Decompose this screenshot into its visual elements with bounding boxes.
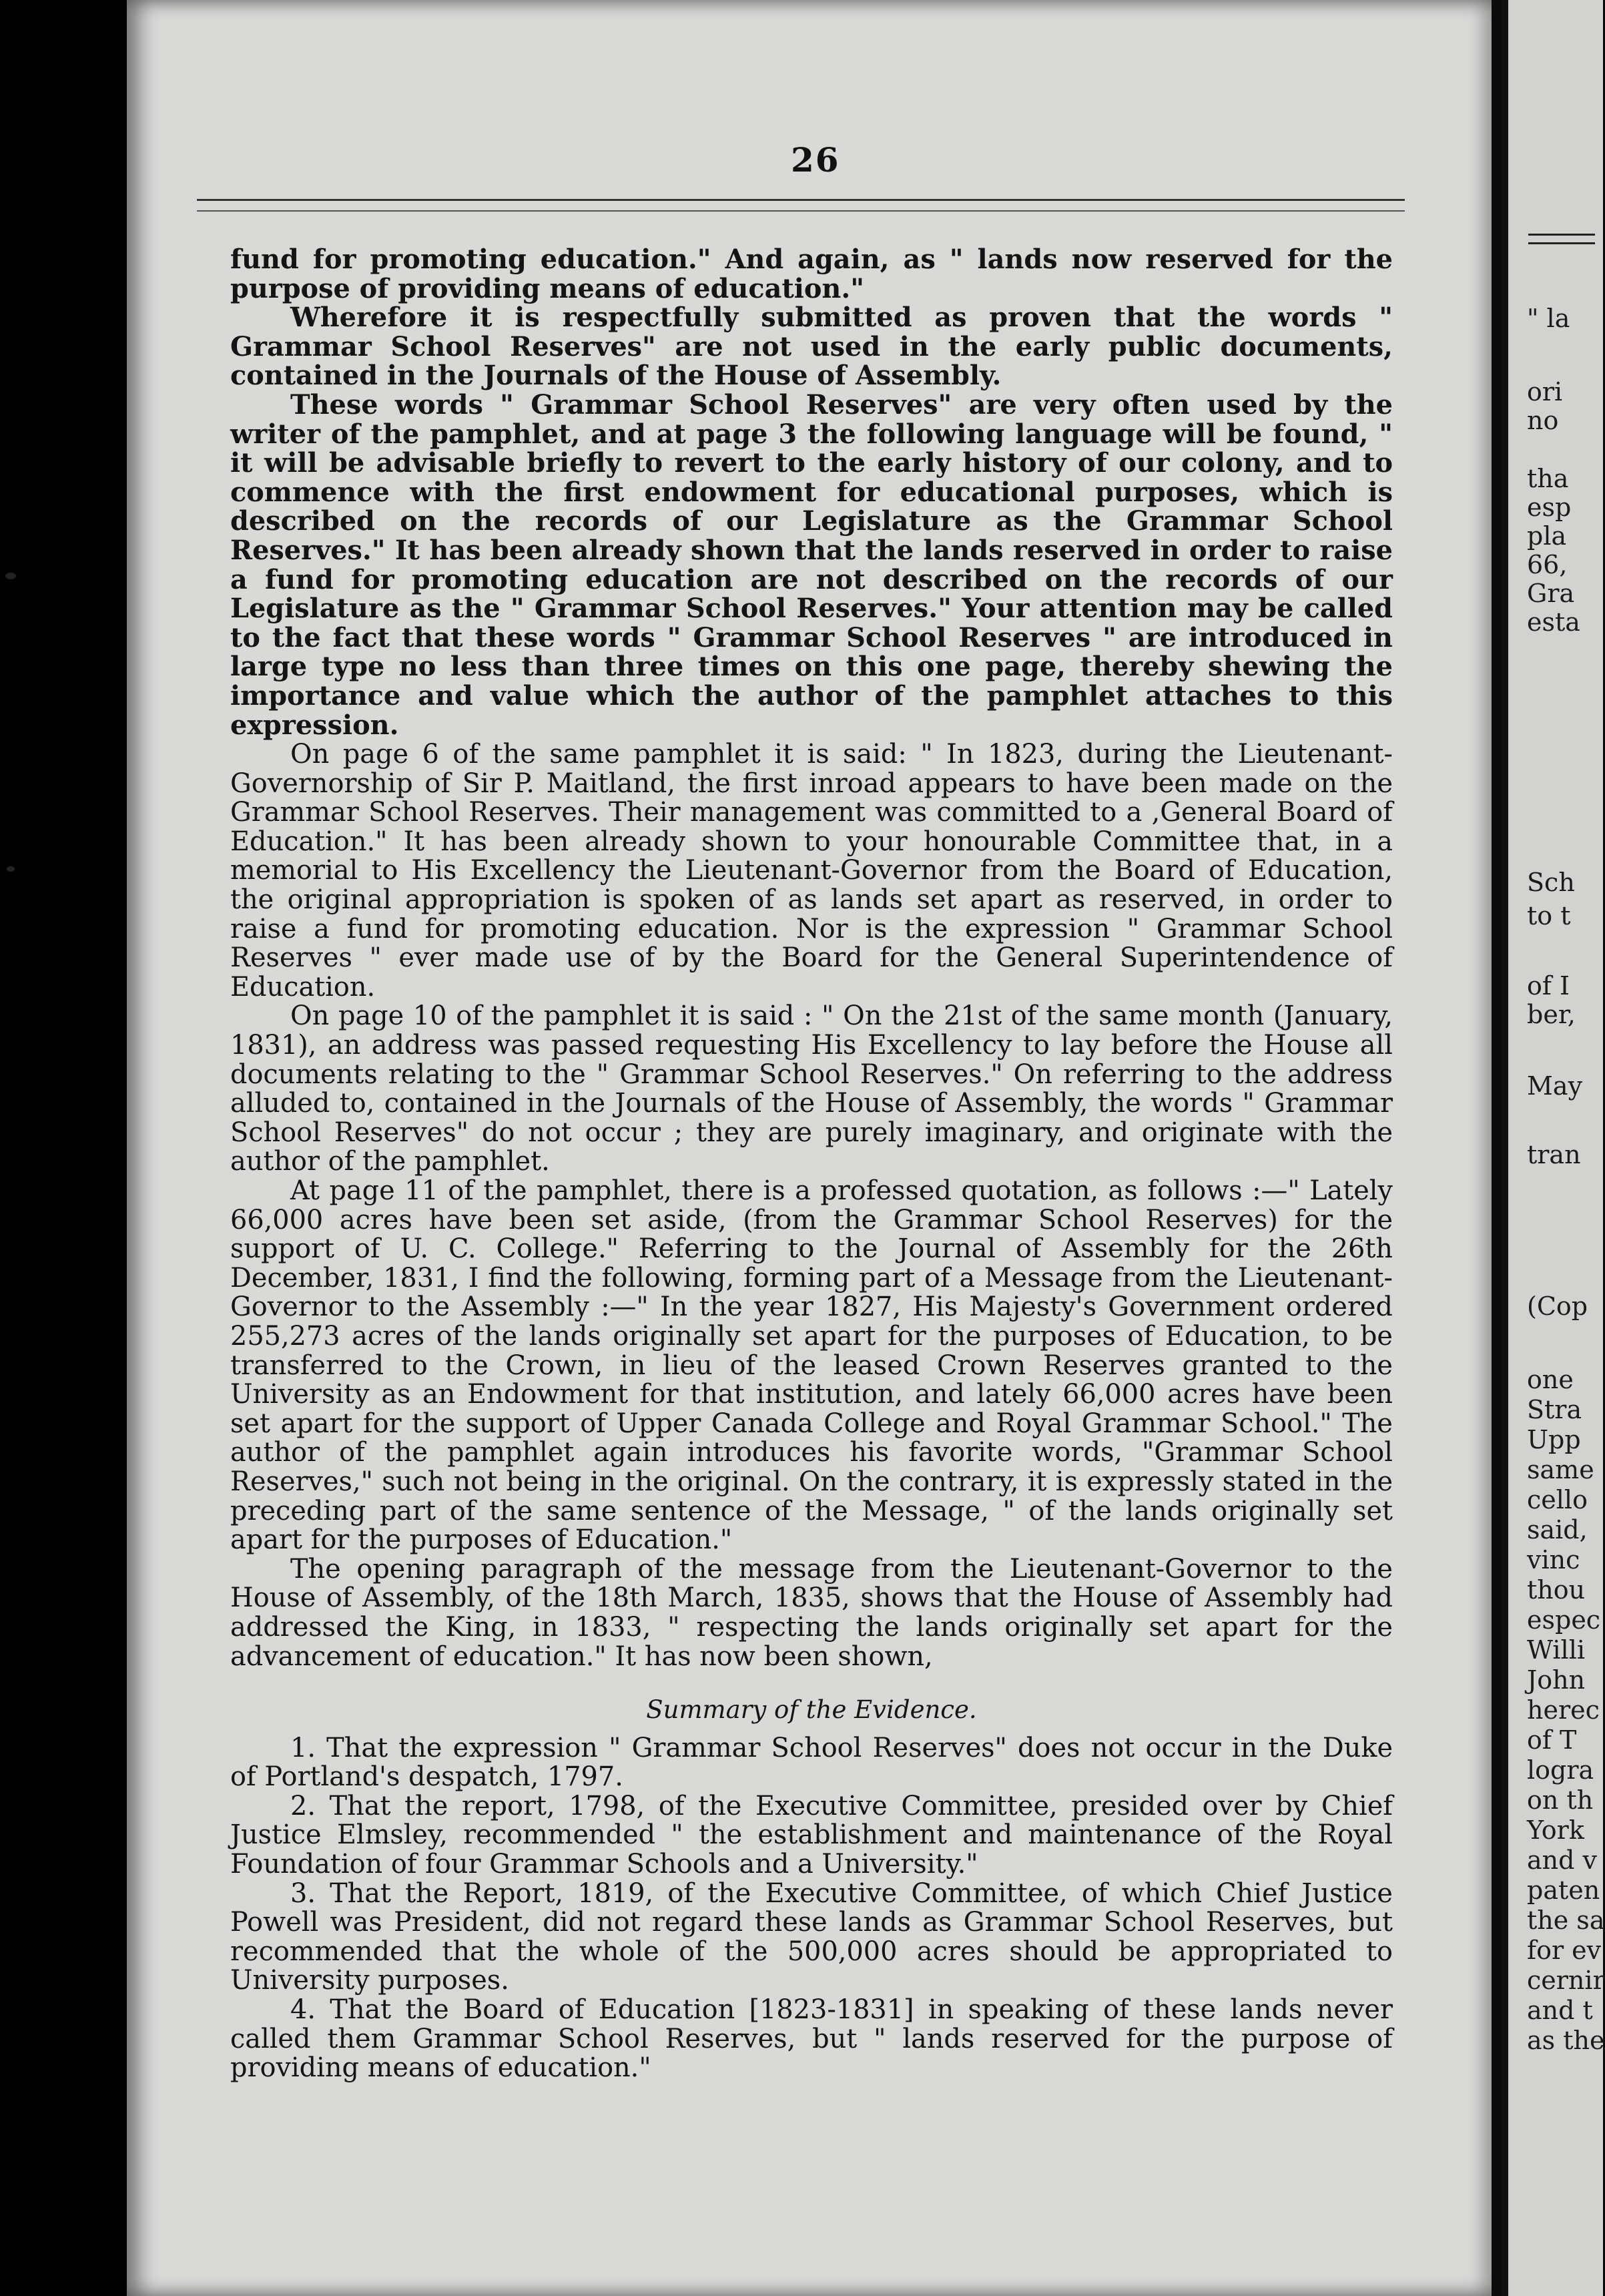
facing-fragment: cernir <box>1527 1966 1605 1995</box>
facing-fragment: 66, <box>1527 550 1568 579</box>
facing-fragment: John <box>1527 1665 1586 1695</box>
paragraph: fund for promoting education." And again, as " lands now reserved for the purpose of providing means of education." <box>230 244 1393 304</box>
facing-fragment: on th <box>1527 1785 1594 1815</box>
facing-fragment: tran <box>1527 1140 1581 1169</box>
facing-fragment: same <box>1527 1455 1594 1484</box>
paragraph: Wherefore it is respectfully submitted as proven that the words " Grammar School Reserves" are not used in the early public documents, contained in the Journals of the House of Assembly. <box>230 302 1393 392</box>
facing-fragment: thou <box>1527 1575 1586 1605</box>
facing-fragment: vinc <box>1527 1545 1580 1574</box>
facing-fragment: Stra <box>1527 1395 1582 1424</box>
paragraph: At page 11 of the pamphlet, there is a professed quotation, as follows :—" Lately 66,000 acres have been set aside, (from the Grammar School Reserves) for the support of U. C. College." Referring to the Journal of Assembly for the 26th December, 1831, I find the following, forming part of a Message from the Lieutenant-Governor to the Assembly :—" In the year 1827, His Majesty's Government ordered 255,273 acres of the lands originally set apart for the purposes of Education, to be transferred to the Crown, in lieu of the leased Crown Reserves granted to the University as an Endowment for that institution, and lately 66,000 acres have been set apart for the support of Upper Canada College and Royal Grammar School." The author of the pamphlet again introduces his favorite words, "Grammar School Reserves," such not being in the original. On the contrary, it is expressly stated in the preceding part of the same sentence of the Message, " of the lands originally set apart for the purposes of Education." <box>230 1175 1393 1556</box>
facing-fragment: May <box>1527 1071 1583 1101</box>
page-body <box>230 246 1393 2083</box>
facing-fragment: and t <box>1527 1996 1593 2025</box>
facing-fragment: Upp <box>1527 1425 1581 1454</box>
summary-item: 3. That the Report, 1819, of the Executive Committee, of which Chief Justice Powell was President, did not regard these lands as Grammar School Reserves, but recommended that the whole of the 500,000 acres should be appropriated to University purposes. <box>230 1878 1393 1996</box>
facing-fragment: logra <box>1527 1755 1594 1785</box>
header-rule <box>197 199 1405 212</box>
paragraph: On page 6 of the same pamphlet it is said: " In 1823, during the Lieutenant-Governorship of Sir P. Maitland, the first inroad appears to have been made on the Grammar School Reserves. Their management was committed to a ,General Board of Education." It has been already shown to your honourable Committee that, in a memorial to His Excellency the Lieutenant-Governor from the Board of Education, the original appropriation is spoken of as lands set apart as reserved, in order to raise a fund for promoting education. Nor is the expression " Grammar School Reserves " ever made use of by the Board for the General Superintendence of Education. <box>230 739 1393 1002</box>
facing-page <box>1502 0 1603 2296</box>
summary-heading: Summary of the Evidence. <box>646 1695 977 1725</box>
facing-fragment: Gra <box>1527 579 1575 608</box>
facing-fragment: for ev <box>1527 1936 1602 1965</box>
facing-fragment: esp <box>1527 493 1572 522</box>
summary-item: 2. That the report, 1798, of the Executive Committee, presided over by Chief Justice Elmsley, recommended " the establishment and maintenance of the Royal Foundation of four Grammar Schools and a University." <box>230 1790 1393 1880</box>
facing-fragment: Willi <box>1527 1635 1586 1665</box>
facing-page-rule <box>1528 234 1595 244</box>
paragraph: The opening paragraph of the message from the Lieutenant-Governor to the House of Assembly, of the 18th March, 1835, shows that the House of Assembly had addressed the King, in 1833, " respecting the lands originally set apart for the advancement of education." It has now been shown, <box>230 1553 1393 1672</box>
facing-fragment: ori <box>1527 377 1563 406</box>
facing-fragment: pla <box>1527 521 1567 551</box>
facing-fragment: York <box>1527 1815 1584 1845</box>
facing-fragment: herec <box>1527 1695 1600 1725</box>
facing-fragment: esta <box>1527 607 1580 637</box>
facing-fragment: one <box>1527 1365 1574 1394</box>
facing-fragment: of I <box>1527 971 1570 1000</box>
facing-fragment: " la <box>1527 304 1570 333</box>
facing-fragment: tha <box>1527 464 1569 493</box>
facing-fragment: ber, <box>1527 1000 1576 1029</box>
paragraph: These words " Grammar School Reserves" are very often used by the writer of the pamphlet, and at page 3 the following language will be found, " it will be advisable briefly to revert to the early history of our colony, and to commence with the first endowment for educational purposes, which is described on the records of our Legislature as the Grammar School Reserves." It has been already shown that the lands reserved in order to raise a fund for promoting education are not described on the records of our Legislature as the " Grammar School Reserves." Your attention may be called to the fact that these words " Grammar School Reserves " are introduced in large type no less than three times on this one page, thereby shewing the importance and value which the author of the pamphlet attaches to this expression. <box>230 389 1393 741</box>
facing-fragment: to t <box>1527 901 1571 930</box>
summary-item: 4. That the Board of Education [1823-1831] in speaking of these lands never called them Grammar School Reserves, but " lands reserved for the purpose of providing means of education." <box>230 1994 1393 2084</box>
facing-fragment: of T <box>1527 1725 1577 1755</box>
facing-fragment: and v <box>1527 1845 1598 1875</box>
scan-speck <box>5 573 16 579</box>
summary-item: 1. That the expression " Grammar School Reserves" does not occur in the Duke of Portland's despatch, 1797. <box>230 1732 1393 1793</box>
facing-fragment: no <box>1527 406 1559 435</box>
scan-left-margin <box>0 0 127 2296</box>
paragraph: On page 10 of the pamphlet it is said : " On the 21st of the same month (January, 1831), an address was passed requesting His Excellency to lay before the House all documents relating to the " Grammar School Reserves." On referring to the address alluded to, contained in the Journals of the House of Assembly, the words " Grammar School Reserves" do not occur ; they are purely imaginary, and originate with the author of the pamphlet. <box>230 1000 1393 1177</box>
scan-speck <box>7 866 15 872</box>
book-page <box>127 0 1492 2296</box>
page-number: 26 <box>791 140 840 180</box>
facing-fragment: the sa <box>1527 1906 1605 1935</box>
facing-fragment: said, <box>1527 1515 1588 1544</box>
facing-fragment: (Cop <box>1527 1292 1588 1321</box>
facing-fragment: as the <box>1527 2026 1605 2055</box>
facing-fragment: cello <box>1527 1485 1588 1514</box>
facing-fragment: paten <box>1527 1876 1600 1905</box>
facing-fragment: Sch <box>1527 868 1575 897</box>
facing-fragment: espec <box>1527 1605 1601 1635</box>
